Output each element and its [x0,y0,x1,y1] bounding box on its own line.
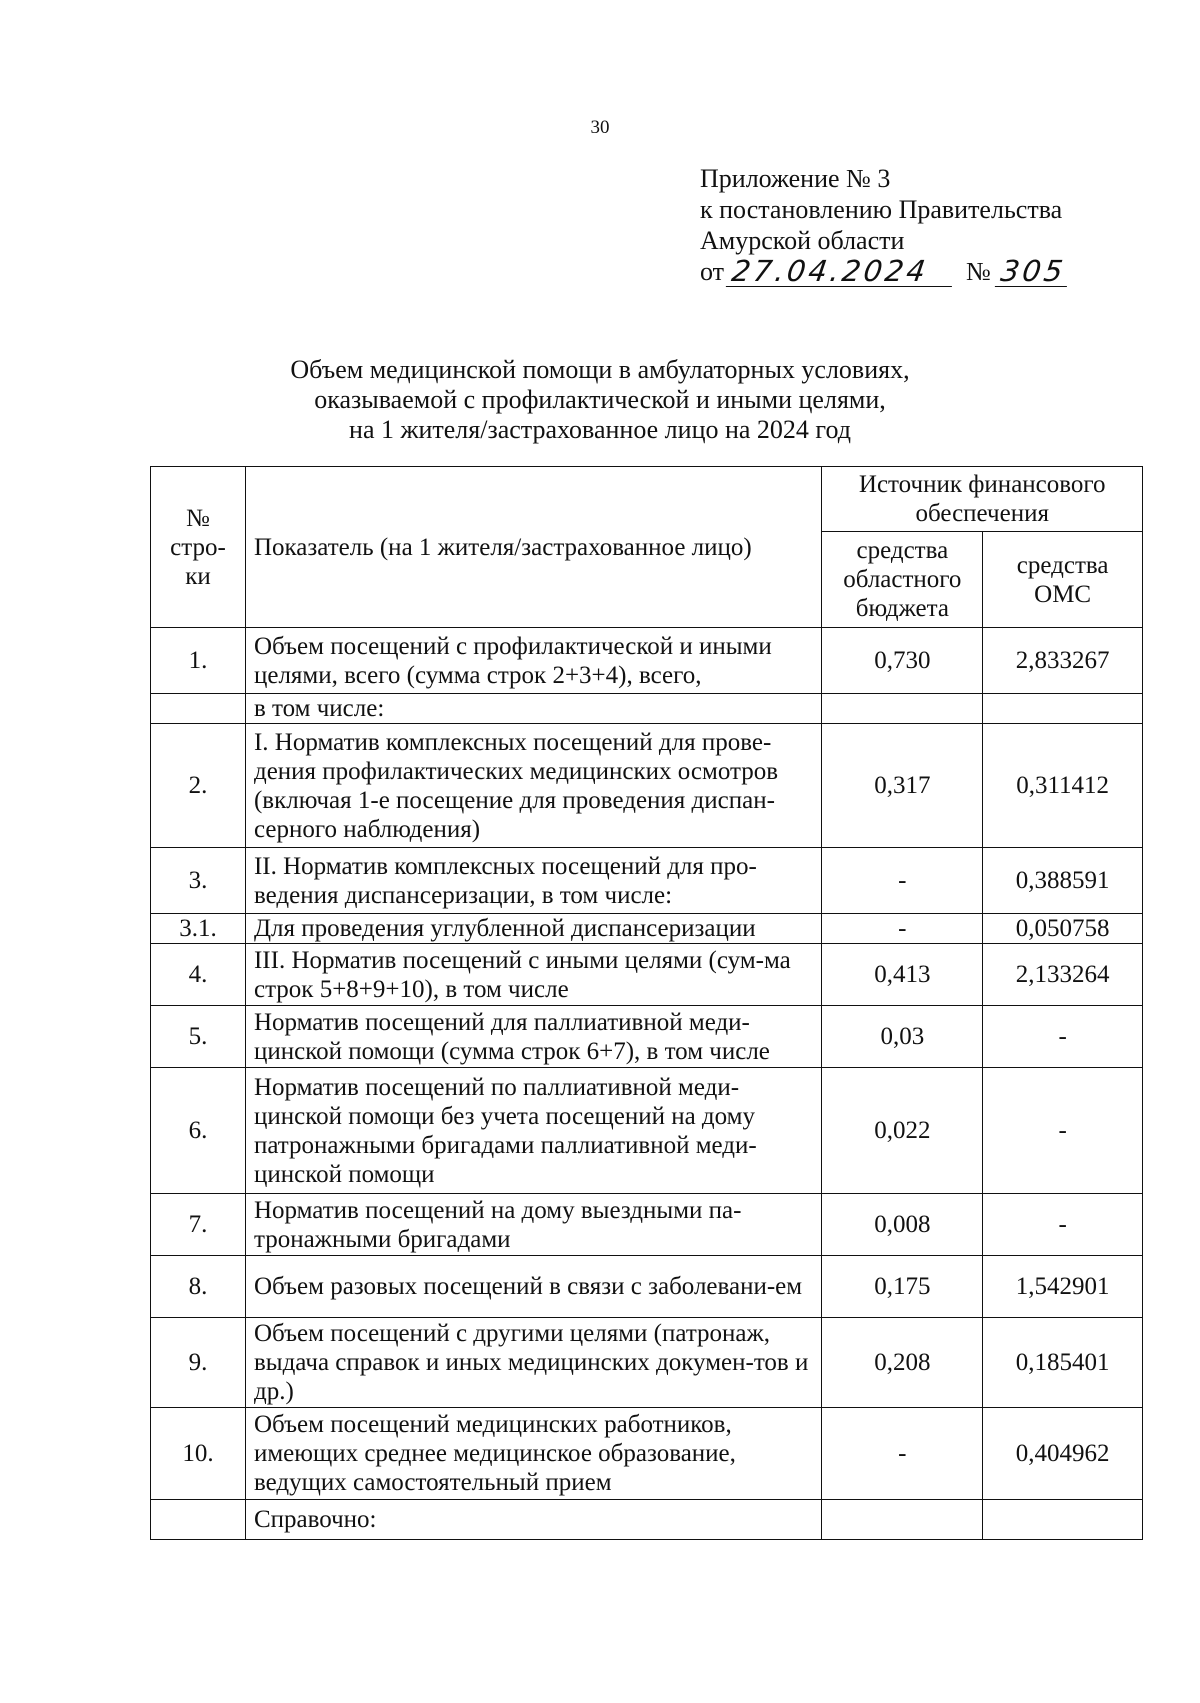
budget-value-cell: 0,413 [822,944,983,1006]
oms-value-cell [983,1500,1143,1540]
table-row [151,628,1143,694]
indicator-cell: I. Норматив комплексных посещений для прове-дения профилактических медицинских осмотров (включая 1-е посещение для проведения диспан-серного наблюдения) [245,724,821,848]
table-row [151,1068,1143,1194]
indicator-cell: Объем посещений с другими целями (патронаж, выдача справок и иных медицинских докумен-тов и др.) [245,1318,821,1408]
appendix-line-3: Амурской области [700,226,905,255]
date-prefix: от [700,257,725,286]
oms-value-cell: 0,404962 [983,1408,1143,1500]
row-number-cell: 8. [151,1256,246,1318]
indicator-cell: Норматив посещений на дому выездными па-тронажными бригадами [245,1194,821,1256]
row-number-cell [151,694,246,724]
indicator-cell: в том числе: [245,694,821,724]
appendix-date-line [700,256,1069,287]
oms-value-cell: 0,185401 [983,1318,1143,1408]
budget-value-cell [822,694,983,724]
budget-value-cell: 0,317 [822,724,983,848]
volume-table [150,466,1143,1540]
indicator-cell: Норматив посещений по паллиативной меди-цинской помощи без учета посещений на дому патронажными бригадами паллиативной меди-цинской помощи [245,1068,821,1194]
table-row [151,1194,1143,1256]
oms-value-cell: 2,833267 [983,628,1143,694]
row-number-cell: 1. [151,628,246,694]
row-number-cell: 9. [151,1318,246,1408]
oms-value-cell [983,694,1143,724]
row-number-cell: 2. [151,724,246,848]
budget-value-cell: 0,175 [822,1256,983,1318]
table-row [151,1318,1143,1408]
row-number-cell: 3.1. [151,914,246,944]
indicator-cell: Для проведения углубленной диспансеризации [245,914,821,944]
row-number-cell: 7. [151,1194,246,1256]
budget-value-cell: 0,730 [822,628,983,694]
oms-value-cell: 2,133264 [983,944,1143,1006]
table-row [151,1256,1143,1318]
oms-value-cell: 0,388591 [983,848,1143,914]
indicator-cell: Объем посещений с профилактической и иными целями, всего (сумма строк 2+3+4), всего, [245,628,821,694]
title-line-3: на 1 жителя/застрахованное лицо на 2024 год [349,415,851,444]
budget-value-cell: 0,03 [822,1006,983,1068]
number-label: № [966,257,991,286]
table-row [151,1006,1143,1068]
table-row [151,848,1143,914]
oms-value-cell: - [983,1006,1143,1068]
appendix-line-2: к постановлению Правительства [700,195,1063,224]
header-funding-source: Источник финансового обеспечения [822,467,1143,532]
row-number-cell: 4. [151,944,246,1006]
row-number-cell: 10. [151,1408,246,1500]
table-row [151,694,1143,724]
budget-value-cell: 0,208 [822,1318,983,1408]
oms-value-cell: - [983,1068,1143,1194]
row-number-cell: 5. [151,1006,246,1068]
header-budget: средства областного бюджета [822,532,983,628]
oms-value-cell: 1,542901 [983,1256,1143,1318]
page-number: 30 [590,117,610,138]
appendix-line-1: Приложение № 3 [700,164,891,193]
budget-value-cell: - [822,1408,983,1500]
oms-value-cell: 0,050758 [983,914,1143,944]
indicator-cell: Объем посещений медицинских работников, имеющих среднее медицинское образование, ведущих самостоятельный прием [245,1408,821,1500]
handwritten-date: 27.04.2024 [726,256,956,287]
header-row-number: № стро-ки [151,467,246,628]
budget-value-cell: - [822,914,983,944]
handwritten-number: 305 [995,256,1071,287]
table-row [151,1408,1143,1500]
title-line-2: оказываемой с профилактической и иными целями, [314,385,886,414]
indicator-cell: II. Норматив комплексных посещений для про-ведения диспансеризации, в том числе: [245,848,821,914]
oms-value-cell: - [983,1194,1143,1256]
budget-value-cell: - [822,848,983,914]
title-line-1: Объем медицинской помощи в амбулаторных условиях, [290,355,910,384]
budget-value-cell [822,1500,983,1540]
header-oms: средства ОМС [983,532,1143,628]
indicator-cell: Объем разовых посещений в связи с заболевани-ем [245,1256,821,1318]
row-number-cell: 3. [151,848,246,914]
oms-value-cell: 0,311412 [983,724,1143,848]
table-row [151,1500,1143,1540]
row-number-cell [151,1500,246,1540]
row-number-cell: 6. [151,1068,246,1194]
document-title [0,355,1200,445]
table-row [151,944,1143,1006]
indicator-cell: Справочно: [245,1500,821,1540]
appendix-block [700,163,1069,287]
indicator-cell: III. Норматив посещений с иными целями (сум-ма строк 5+8+9+10), в том числе [245,944,821,1006]
table-row [151,724,1143,848]
table-row [151,914,1143,944]
budget-value-cell: 0,008 [822,1194,983,1256]
budget-value-cell: 0,022 [822,1068,983,1194]
indicator-cell: Норматив посещений для паллиативной меди-цинской помощи (сумма строк 6+7), в том числе [245,1006,821,1068]
header-indicator: Показатель (на 1 жителя/застрахованное лицо) [245,467,821,628]
